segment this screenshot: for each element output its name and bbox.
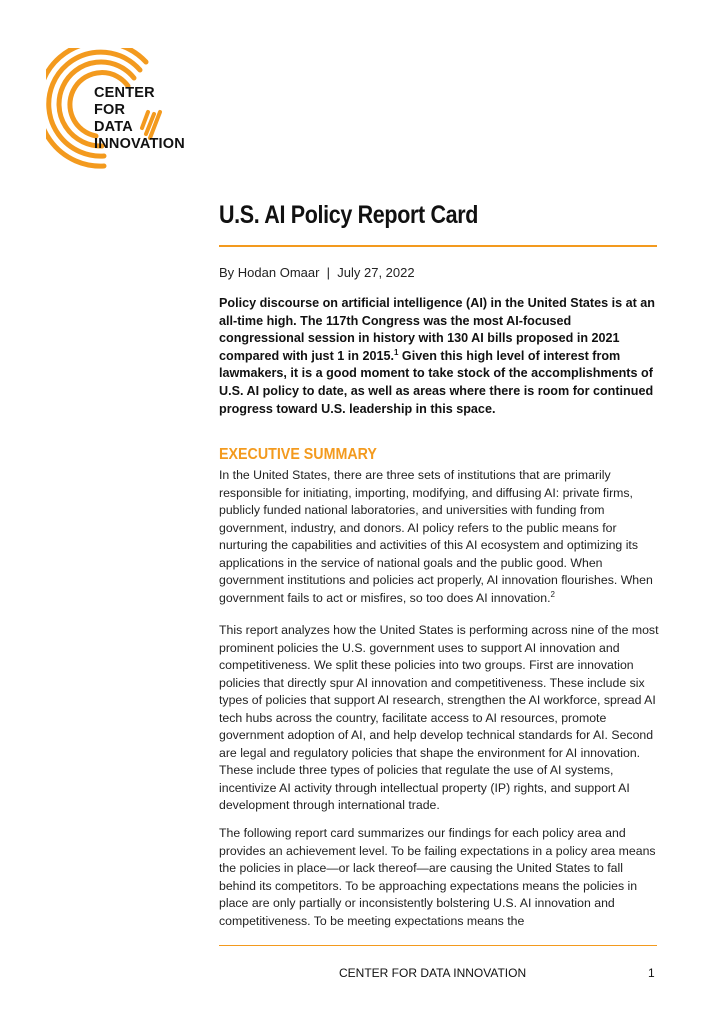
title-divider xyxy=(219,245,657,247)
section-heading-executive-summary: EXECUTIVE SUMMARY xyxy=(219,446,377,463)
page-number: 1 xyxy=(648,966,655,980)
lede-paragraph xyxy=(219,295,657,418)
logo-line-4: INNOVATION xyxy=(94,136,185,152)
body-paragraph-1 xyxy=(219,467,659,607)
footnote-ref-2[interactable]: 2 xyxy=(550,589,555,599)
para1-text: In the United States, there are three sets of institutions that are primarily responsible for initiating, importing, modifying, and diffusing AI: private firms, publicly funded national laboratories, and universities with funding from government, industry, and donors. AI policy refers to the public means for nurturing the capabilities and activities of this AI ecosystem and optimizing its applications in the service of national goals and the public good. When government institutions and policies act properly, AI innovation flourishes. When government fails to act or misfires, so too does AI innovation. xyxy=(219,468,653,605)
byline: By Hodan Omaar | July 27, 2022 xyxy=(219,265,415,280)
page-title: U.S. AI Policy Report Card xyxy=(219,201,479,229)
center-for-data-innovation-logo xyxy=(46,48,206,168)
lede-text-cont: Given this high level of interest from lawmakers, it is a good moment to take stock of the accomplishments of U.S. AI policy to date, as well as areas where there is room for continued progress toward U.S. leadership in this space. xyxy=(219,348,654,416)
footer-label: CENTER FOR DATA INNOVATION xyxy=(339,966,527,980)
logo-wordmark xyxy=(94,85,185,153)
logo-line-1: CENTER xyxy=(94,85,155,101)
body-paragraph-3: The following report card summarizes our findings for each policy area and provides an achievement level. To be failing expectations in a policy area means the policies in place—or lack thereof—are causing the United States to fall behind its competitors. To be approaching expectations means the policies in place are only partially or inconsistently bolstering U.S. AI innovation and competitiveness. To be meeting expectations means the xyxy=(219,826,656,928)
logo-line-2: FOR xyxy=(94,102,126,118)
footnote-ref-1[interactable]: 1 xyxy=(393,347,399,357)
lede-text: Policy discourse on artificial intelligence (AI) in the United States is at an all-time high. The 117th Congress was the most AI-focused congressional session in history with 130 AI bills proposed in 2021 compared with just 1 in 2015. xyxy=(219,296,655,363)
body-paragraph-2: This report analyzes how the United States is performing across nine of the most prominent policies the U.S. government uses to support AI innovation and competitiveness. We split these policies into two groups. First are innovation policies that directly spur AI innovation and competitiveness. These include six types of policies that support AI research, strengthen the AI workforce, spread AI tech hubs across the country, facilitate access to AI resources, promote government adoption of AI, and help develop technical standards for AI. Second are legal and regulatory policies that shape the environment for AI innovation. These include three types of policies that regulate the use of AI systems, incentivize AI activity through intellectual property (IP) rights, and support AI development through international trade. xyxy=(219,623,659,812)
footer-divider xyxy=(219,945,657,946)
logo-line-3: DATA xyxy=(94,119,133,135)
